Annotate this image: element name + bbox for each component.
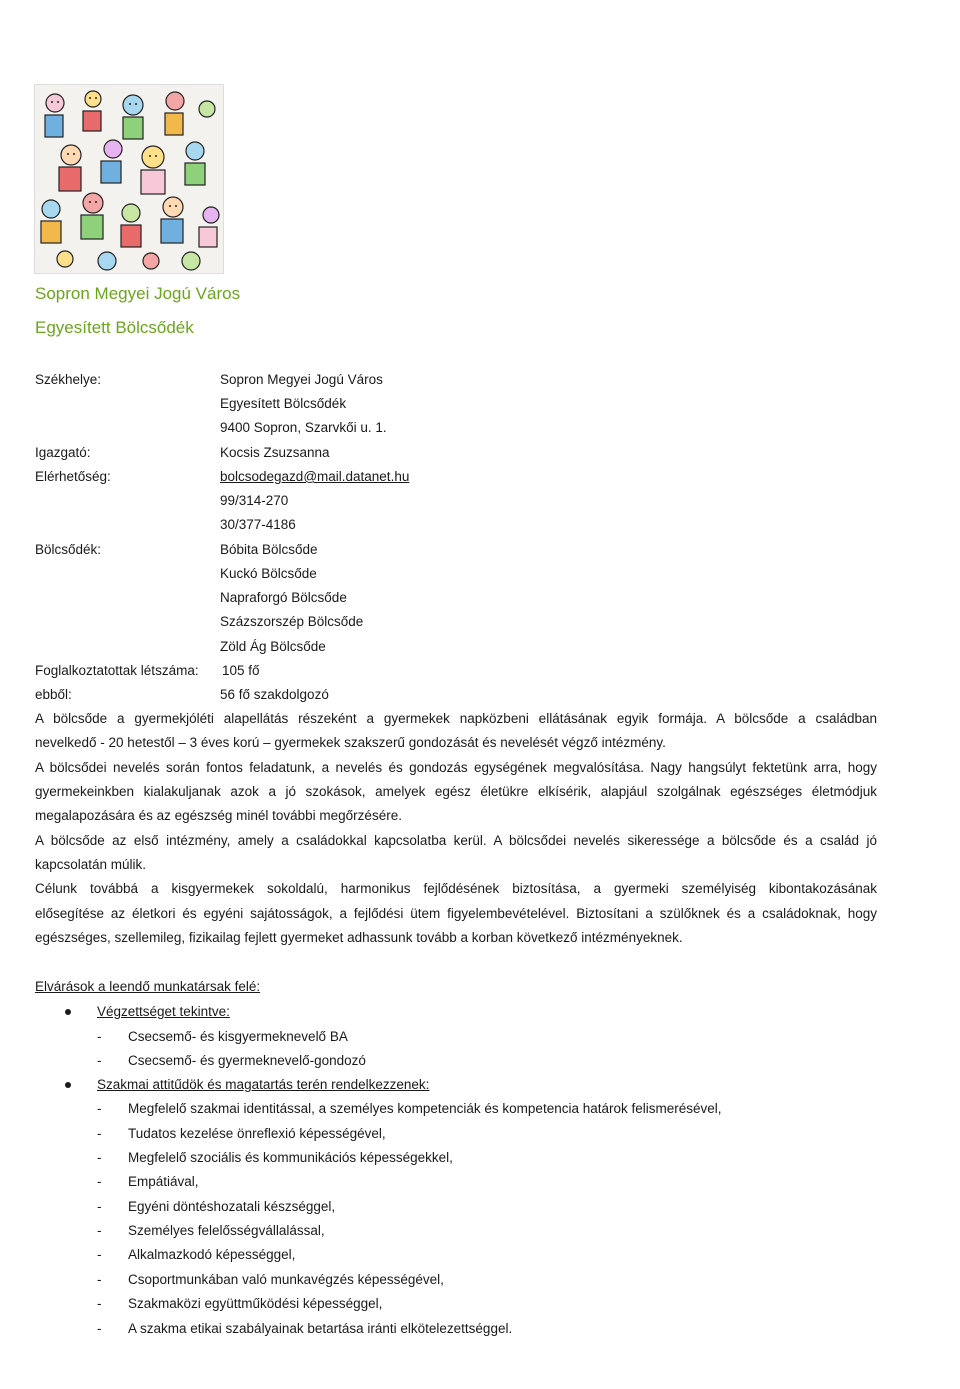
- list-item-text: Megfelelő szakmai identitással, a személyes kompetenciák és kompetencia határok felismerésével,: [128, 1101, 722, 1116]
- of-which-label: ebből:: [35, 687, 72, 702]
- director-value: Kocsis Zsuzsanna: [220, 445, 330, 460]
- body-line: A bölcsőde az első intézmény, amely a családokkal kapcsolatba kerül. A bölcsődei nevelés sikeressége a bölcsőde és a család jó: [35, 833, 877, 848]
- seat-line: Sopron Megyei Jogú Város: [220, 372, 383, 387]
- org-title-line1: Sopron Megyei Jogú Város: [35, 284, 241, 303]
- list-item-text: Tudatos kezelése önreflexió képességével,: [128, 1126, 386, 1141]
- director-label: Igazgató:: [35, 445, 91, 460]
- nurseries-label: Bölcsődék:: [35, 542, 102, 557]
- dash: -: [97, 1247, 102, 1262]
- dash: -: [97, 1174, 102, 1189]
- body-line: megalapozására és az egészség minél további megőrzésére.: [35, 808, 402, 823]
- bullet-heading: Szakmai attitűdök és magatartás terén rendelkezzenek:: [97, 1077, 430, 1092]
- seat-label: Székhelye:: [35, 372, 102, 387]
- body-line: A bölcsőde a gyermekjóléti alapellátás részeként a gyermekek napközbeni ellátásának egyik formája. A bölcsőde a családban: [35, 711, 877, 726]
- nursery-item: Bóbita Bölcsőde: [220, 542, 318, 557]
- list-item: [97, 1027, 348, 1047]
- nursery-item: Napraforgó Bölcsőde: [220, 590, 347, 605]
- list-item: [97, 1148, 453, 1168]
- body-line: elősegítése az életkori és egyéni sajátosságok, a fejlődési ütem figyelembevételével. Biztosítani a szülőknek és a családoknak, hogy: [35, 906, 877, 921]
- dash: -: [97, 1101, 102, 1116]
- of-which-value: 56 fő szakdolgozó: [220, 687, 329, 702]
- list-item-text: Empátiával,: [128, 1174, 199, 1189]
- list-item-text: Csoportmunkában való munkavégzés képességével,: [128, 1272, 444, 1287]
- bullet-icon: [65, 1009, 71, 1015]
- contact-phone: 30/377-4186: [220, 517, 296, 532]
- children-doodle-logo-icon: [34, 84, 224, 274]
- list-item: [97, 1197, 335, 1217]
- list-item-text: Csecsemő- és gyermeknevelő-gondozó: [128, 1053, 366, 1068]
- nursery-item: Zöld Ág Bölcsőde: [220, 639, 326, 654]
- list-item: [97, 1051, 366, 1071]
- dash: -: [97, 1126, 102, 1141]
- body-line: gyermekeinkben kialakuljanak azok a jó szokások, amelyek egész életükre elkísérik, alapjául szolgálnak egészséges életmódjuk: [35, 784, 877, 799]
- list-item: [97, 1319, 512, 1339]
- dash: -: [97, 1199, 102, 1214]
- list-item: [97, 1245, 295, 1265]
- body-line: A bölcsődei nevelés során fontos feladatunk, a nevelés és gondozás egységének megvalósítása. Nagy hangsúlyt fektetünk arra, hogy: [35, 760, 877, 775]
- staff-label: Foglalkoztatottak létszáma:: [35, 663, 199, 678]
- list-item-text: Megfelelő szociális és kommunikációs képességekkel,: [128, 1150, 453, 1165]
- dash: -: [97, 1321, 102, 1336]
- list-item: [97, 1124, 386, 1144]
- dash: -: [97, 1223, 102, 1238]
- contact-phone: 99/314-270: [220, 493, 289, 508]
- contact-email-link[interactable]: bolcsodegazd@mail.datanet.hu: [220, 469, 410, 484]
- list-item: [97, 1294, 382, 1314]
- list-item-text: Egyéni döntéshozatali készséggel,: [128, 1199, 336, 1214]
- seat-line: Egyesített Bölcsődék: [220, 396, 347, 411]
- bullet-heading: Végzettséget tekintve:: [97, 1004, 230, 1019]
- list-item: [97, 1221, 325, 1241]
- nursery-item: Százszorszép Bölcsőde: [220, 614, 364, 629]
- body-line: Célunk továbbá a kisgyermekek sokoldalú, harmonikus fejlődésének biztosítása, a gyermeki személyiség kibontakozásának: [35, 881, 877, 896]
- contact-label: Elérhetőség:: [35, 469, 111, 484]
- list-item-text: Személyes felelősségvállalással,: [128, 1223, 325, 1238]
- list-item: [97, 1099, 722, 1119]
- list-item-text: Csecsemő- és kisgyermeknevelő BA: [128, 1029, 348, 1044]
- seat-line: 9400 Sopron, Szarvkői u. 1.: [220, 420, 387, 435]
- staff-value: 105 fő: [222, 663, 260, 678]
- body-line: nevelkedő - 20 hetestől – 3 éves korú – gyermekek szakszerű gondozását és nevelését végző intézmény.: [35, 735, 666, 750]
- list-item-text: Alkalmazkodó képességgel,: [128, 1247, 296, 1262]
- list-item-text: A szakma etikai szabályainak betartása iránti elkötelezettséggel.: [128, 1321, 513, 1336]
- dash: -: [97, 1029, 102, 1044]
- nursery-item: Kuckó Bölcsőde: [220, 566, 317, 581]
- bullet-icon: [65, 1082, 71, 1088]
- list-item: [97, 1172, 199, 1192]
- list-item-text: Szakmaközi együttműködési képességgel,: [128, 1296, 383, 1311]
- dash: -: [97, 1053, 102, 1068]
- body-line: egészséges, szellemileg, fizikailag fejlett gyermeket adhassunk tovább a korban következő intézményeknek.: [35, 930, 683, 945]
- list-item: [97, 1270, 444, 1290]
- expectations-title: Elvárások a leendő munkatársak felé:: [35, 979, 261, 994]
- dash: -: [97, 1296, 102, 1311]
- dash: -: [97, 1272, 102, 1287]
- org-title-line2: Egyesített Bölcsődék: [35, 318, 194, 337]
- body-line: kapcsolatán múlik.: [35, 857, 147, 872]
- dash: -: [97, 1150, 102, 1165]
